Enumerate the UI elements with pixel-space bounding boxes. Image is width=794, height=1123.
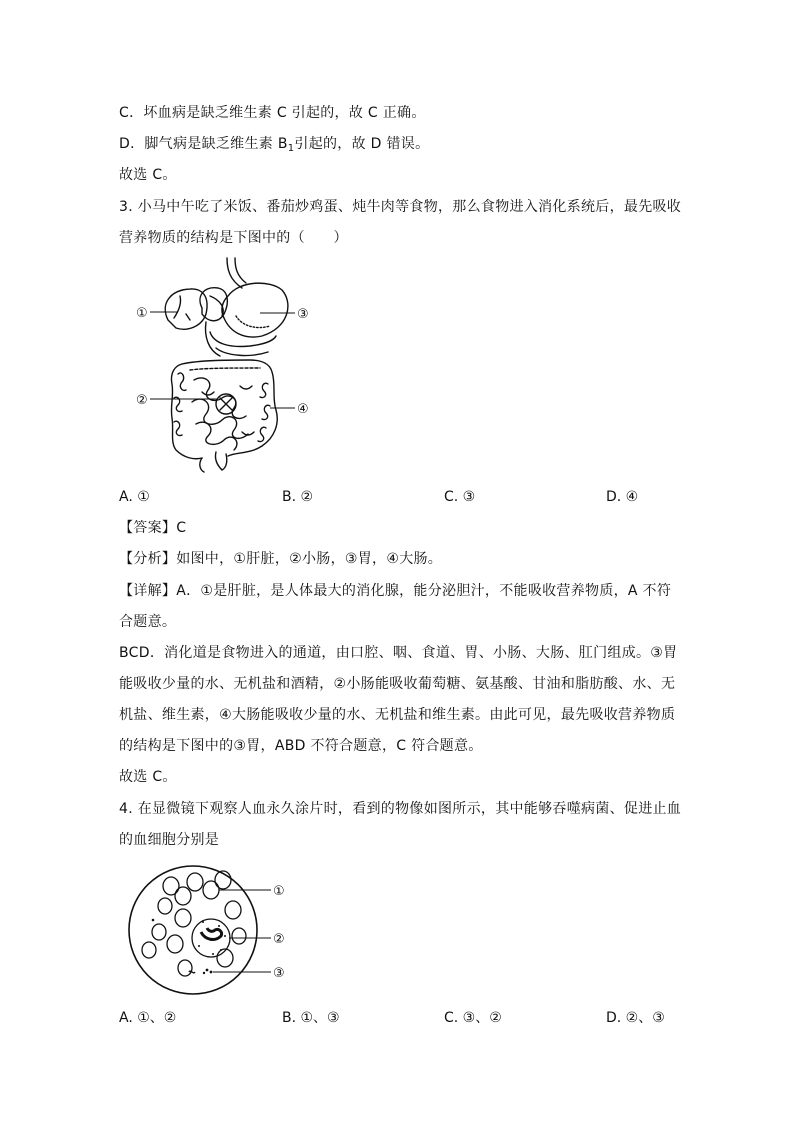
digestive-system-figure	[130, 256, 330, 478]
smear-label-1: ①	[273, 884, 285, 899]
question-4-line-1: 4. 在显微镜下观察人血永久涂片时，看到的物像如图所示，其中能够吞噬病菌、促进止血	[119, 801, 682, 817]
q3-option-c: C. ③	[444, 489, 476, 505]
q4-option-c: C. ③、②	[444, 1010, 502, 1026]
blood-smear-figure	[125, 860, 305, 1000]
question-3-line-1: 3. 小马中午吃了米饭、番茄炒鸡蛋、炖牛肉等食物，那么食物进入消化系统后，最先吸收	[119, 199, 682, 215]
detail-line-6: 的结构是下图中的③胃，ABD 不符合题意，C 符合题意。	[119, 738, 483, 754]
text-line-d: D．脚气病是缺乏维生素 $B_1$引起的，故 D 错误。	[119, 136, 430, 154]
smear-label-2: ②	[273, 932, 285, 947]
detail-line-7: 故选 C。	[119, 769, 177, 785]
figure-label-2: ②	[136, 393, 148, 408]
question-4-line-2: 的血细胞分别是	[119, 832, 220, 848]
q4-option-d: D. ②、③	[606, 1010, 665, 1026]
detail-line-4: 能吸收少量的水、无机盐和酒精，②小肠能吸收葡萄糖、氨基酸、甘油和脂肪酸、水、无	[119, 676, 676, 692]
analysis-line: 【分析】如图中，①肝脏，②小肠，③胃，④大肠。	[119, 551, 443, 567]
figure-label-4: ④	[297, 402, 309, 417]
detail-line-1: 【详解】A．①是肝脏，是人体最大的消化腺，能分泌胆汁，不能吸收营养物质，A 不符	[119, 583, 672, 599]
q4-option-b: B. ①、③	[282, 1010, 340, 1026]
answer-line: 【答案】C	[119, 520, 187, 536]
detail-line-3: BCD．消化道是食物进入的通道，由口腔、咽、食道、胃、小肠、大肠、肛门组成。③胃	[119, 645, 678, 661]
question-3-line-2: 营养物质的结构是下图中的（ ）	[119, 230, 348, 246]
figure-label-1: ①	[136, 306, 148, 321]
q4-option-a: A. ①、②	[119, 1010, 177, 1026]
q3-option-a: A. ①	[119, 489, 150, 505]
text-line-c: C．坏血病是缺乏维生素 C 引起的，故 C 正确。	[119, 105, 426, 121]
text-line-choose: 故选 C。	[119, 167, 177, 183]
q3-option-d: D. ④	[606, 489, 639, 505]
figure-label-3: ③	[297, 307, 309, 322]
detail-line-2: 合题意。	[119, 614, 177, 630]
detail-line-5: 机盐、维生素，④大肠能吸收少量的水、无机盐和维生素。由此可见，最先吸收营养物质	[119, 707, 676, 723]
smear-label-3: ③	[273, 966, 285, 981]
q3-option-b: B. ②	[282, 489, 314, 505]
